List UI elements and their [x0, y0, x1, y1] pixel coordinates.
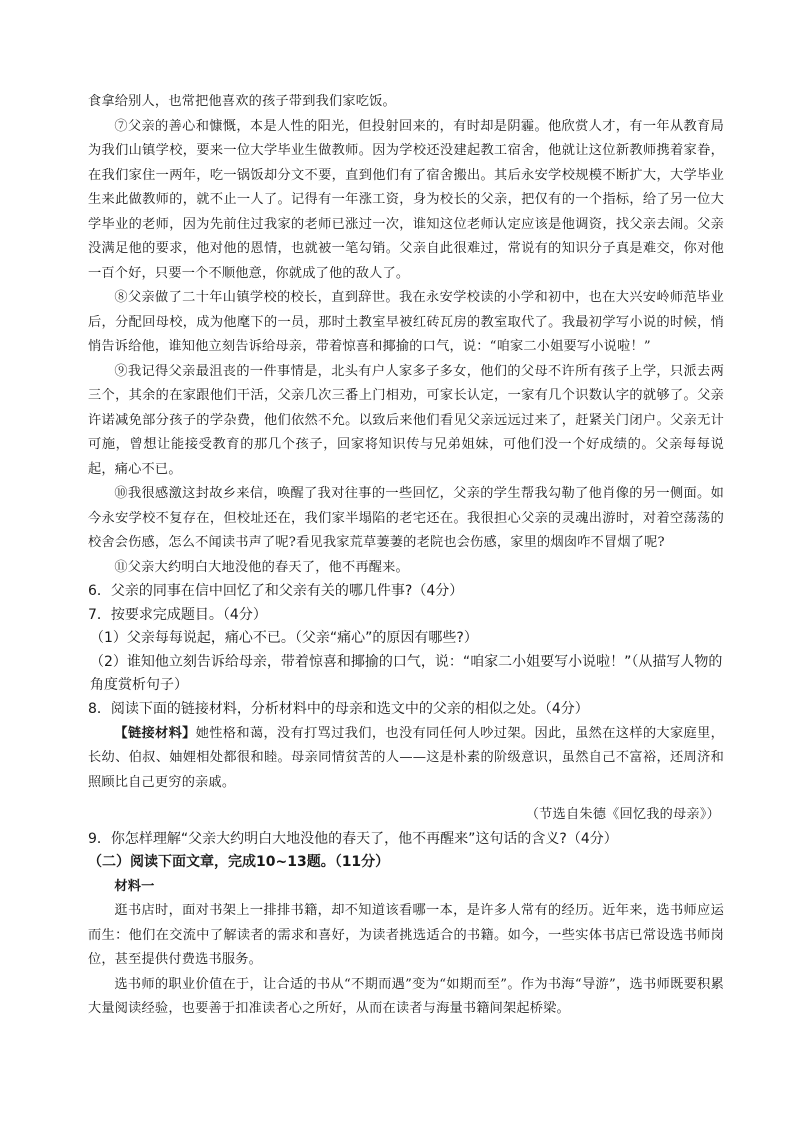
- passage-paragraph-9: ⑨我记得父亲最沮丧的一件事情是，北头有户人家多子多女，他们的父母不许所有孩子上学，只派去两三个，其余的在家跟他们干活，父亲几次三番上门相劝，可家长认定，一家有几个识数认字的就够了。父亲许诺减免部分孩子的学杂费，他们依然不允。以致后来他们看见父亲远远过来了，赶紧关门闭户。父亲无计可施，曾想让能接受教育的那几个孩子，回家将知识传与兄弟姐妹，可他们没一个好成绩的。父亲每每说起，痛心不已。: [88, 363, 724, 477]
- material-one-paragraph-1: 逛书店时，面对书架上一排排书籍，却不知道该看哪一本，是许多人常有的经历。近年来，选书师应运而生：他们在交流中了解读者的需求和喜好，为读者挑选适合的书籍。如今，一些实体书店已常设选书师岗位，甚至提供付费选书服务。: [88, 903, 724, 968]
- question-7-part-1: （1）父亲每每说起，痛心不已。（父亲“痛心”的原因有哪些?）: [90, 630, 478, 647]
- question-6: 6．父亲的同事在信中回忆了和父亲有关的哪几件事?（4分）: [88, 583, 464, 599]
- material-one-paragraph-2: 选书师的职业价值在于，让合适的书从“不期而遇”变为“如期而至”。作为书海“导游”，选书师既要积累大量阅读经验，也要善于扣准读者心之所好，从而在读者与海量书籍间架起桥梁。: [88, 976, 724, 1017]
- questions-block: [88, 580, 724, 722]
- link-material: [88, 722, 724, 828]
- question-7: 7．按要求完成题目。（4分）: [88, 606, 267, 623]
- link-material-text: 她性格和蔼，没有打骂过我们，也没有同任何人吵过架。因此，虽然在这样的大家庭里，长幼、伯叔、妯娌相处都很和睦。母亲同情贫苦的人——这是朴素的阶级意识，虽然自己不富裕，还周济和照顾比自己更穷的亲戚。: [88, 725, 725, 790]
- passage-paragraph-10: ⑩我很感激这封故乡来信，唤醒了我对往事的一些回忆，父亲的学生帮我勾勒了他肖像的另一侧面。如今永安学校不复存在，但校址还在，我们家半塌陷的老宅还在。我很担心父亲的灵魂出游时，对着空荡荡的校舍会伤感，怎么不闻读书声了呢?看见我家荒草萋萋的老院也会伤感，家里的烟囱咋不冒烟了呢?: [88, 486, 724, 550]
- question-8: 8．阅读下面的链接材料，分析材料中的母亲和选文中的父亲的相似之处。（4分）: [88, 700, 589, 717]
- reading-passage: [88, 90, 724, 580]
- passage-paragraph-7: ⑦父亲的善心和慷慨，本是人性的阳光，但投射回来的，有时却是阴霾。他欣赏人才，有一年从教育局为我们山镇学校，要来一位大学毕业生做教师。因为学校还没建起教工宿舍，他就让这位新教师携着家眷，在我们家住一两年，吃一锅饭却分文不要，直到他们有了宿舍搬出。其后永安学校规模不断扩大，大学毕业生来此做教师的，就不止一人了。记得有一年涨工资，身为校长的父亲，把仅有的一个指标，给了另一位大学毕业的老师，因为先前住过我家的老师已涨过一次，谁知这位老师认定应该是他调资，找父亲去闹。父亲没满足他的要求，他对他的恩情，也就被一笔勾销。父亲自此很难过，常说有的知识分子真是难交，你对他一百个好，只要一个不顺他意，你就成了他的敌人了。: [88, 118, 724, 281]
- passage-paragraph-0: 食拿给别人，也常把他喜欢的孩子带到我们家吃饭。: [88, 94, 396, 109]
- material-one-title: 材料一: [114, 878, 155, 894]
- question-7-part-2: （2）谁知他立刻告诉给母亲，带着惊喜和揶揄的口气，说：“咱家二小姐要写小说啦！”（从描写人物的角度赏析句子）: [90, 653, 723, 694]
- questions-block-2: [88, 828, 724, 875]
- passage-paragraph-11: ⑪父亲大约明白大地没他的春天了，他不再醒来。: [114, 559, 409, 575]
- exam-page: [88, 90, 724, 1022]
- link-material-label: 【链接材料】: [114, 725, 196, 741]
- passage-paragraph-8: ⑧父亲做了二十年山镇学校的校长，直到辞世。我在永安学校读的小学和初中，也在大兴安岭师范毕业后，分配回母校，成为他麾下的一员，那时土教室早被红砖瓦房的教室取代了。我最初学写小说的时候，悄悄告诉给他，谁知他立刻告诉给母亲，带着惊喜和揶揄的口气，说：“咱家二小姐要写小说啦！”: [88, 290, 724, 354]
- material-one: [88, 875, 724, 1022]
- question-9: 9．你怎样理解“父亲大约明白大地没他的春天了，他不再醒来”这句话的含义?（4分）: [88, 830, 618, 847]
- section-2-heading: （二）阅读下面文章，完成10~13题。（11分）: [88, 854, 390, 871]
- link-material-source: （节选自朱德《回忆我的母亲》）: [525, 807, 720, 823]
